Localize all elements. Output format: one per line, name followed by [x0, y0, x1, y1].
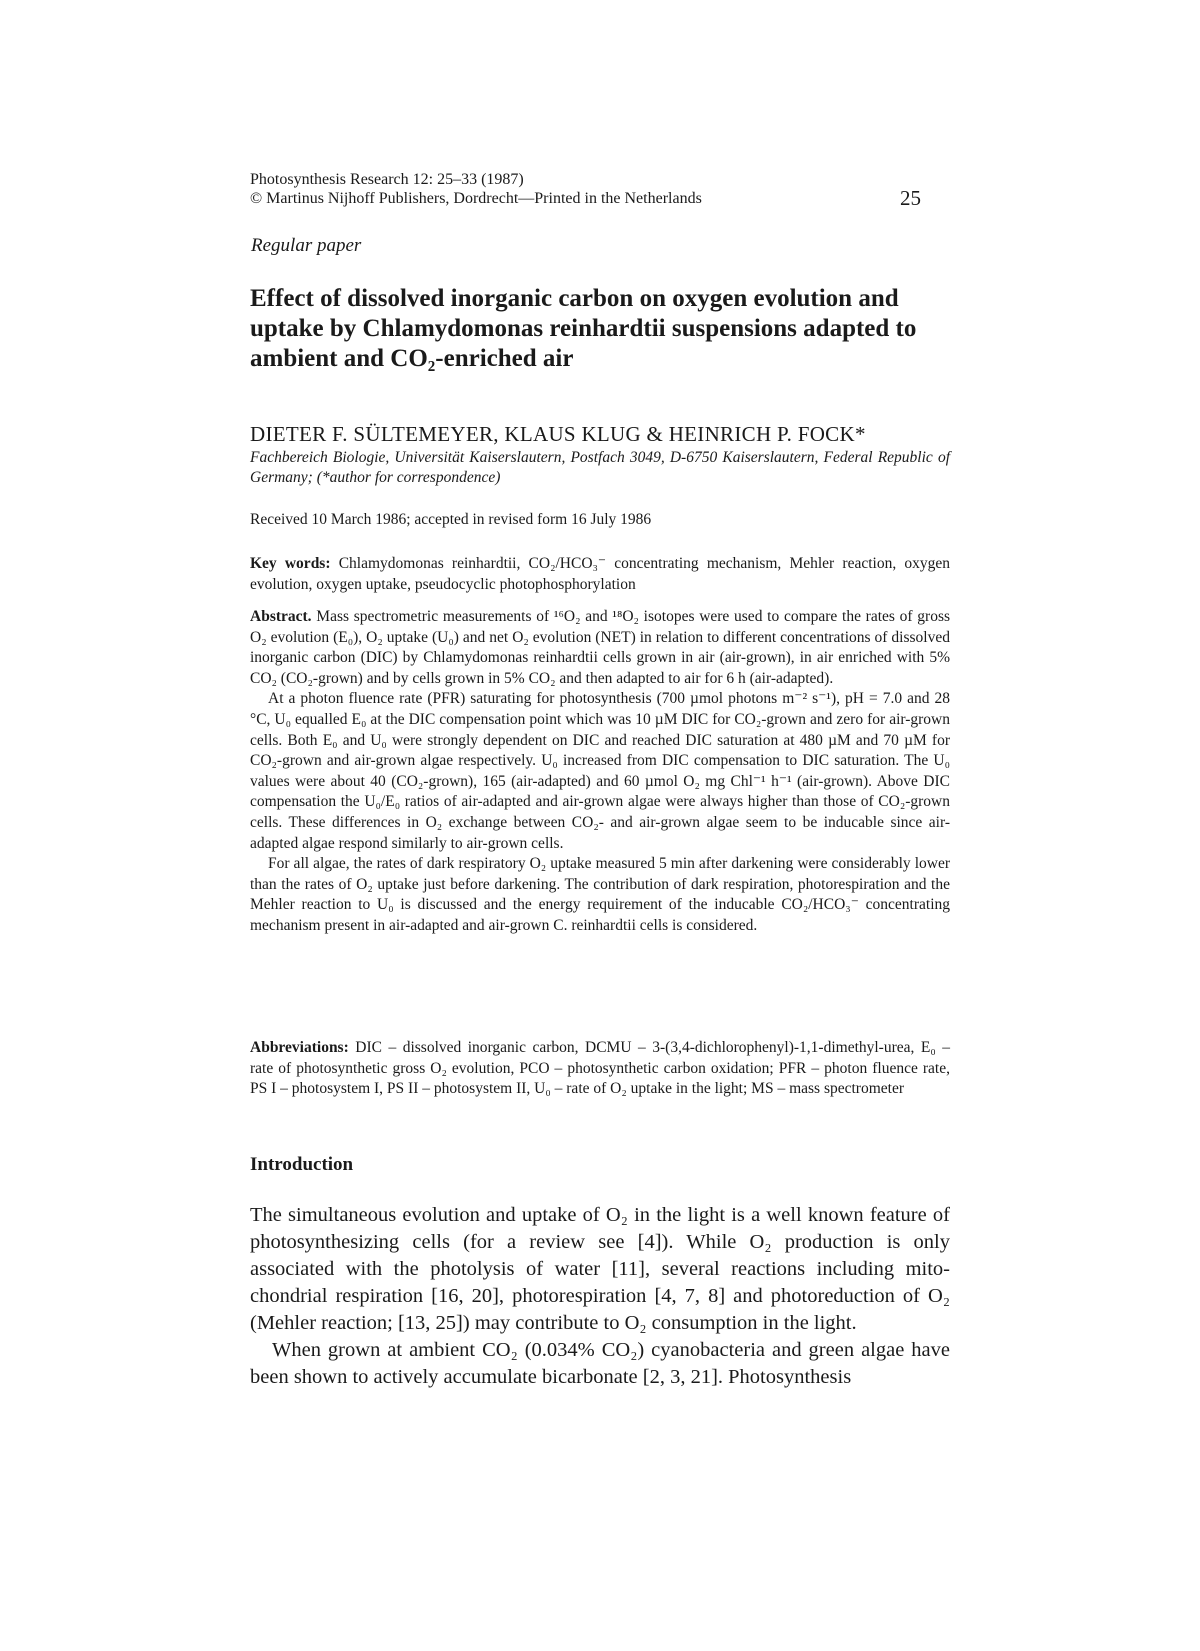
page-number: 25	[900, 186, 921, 210]
body-paragraph: When grown at ambient CO₂ (0.034% CO₂) cyanobacteria and green algae have been shown to actively accumulate bicarbonate [2, 3, 21]. Photosynthesis	[250, 1339, 950, 1388]
keywords-label: Key words:	[250, 555, 331, 572]
article-type: Regular paper	[251, 235, 362, 256]
abstract-paragraph: At a photon fluence rate (PFR) saturating for photosynthesis (700 µmol photons m⁻² s⁻¹), pH = 7.0 and 28 °C, U₀ equalled E₀ at the DIC compensation point which was 10 µM DIC for CO₂-grown and zero for air-grown cells. Both E₀ and U₀ were strongly dependent on DIC and reached DIC saturation at 480 µM and 70 µM for CO₂-grown and air-grown algae respectively. U₀ increased from DIC compensation to DIC saturation. The U₀ values were about 40 (CO₂-grown), 165 (air-adapted) and 60 µmol O₂ mg Chl⁻¹ h⁻¹ (air-grown). Above DIC compensation the U₀/E₀ ratios of air-adapted and air-grown algae were always higher than those of CO₂-grown cells. These differences in O₂ exchange between CO₂- and air-grown algae seem to be inducable since air-adapted algae respond similarly to air-grown cells.	[250, 690, 950, 852]
affiliation: Fachbereich Biologie, Universität Kaiserslautern, Postfach 3049, D-6750 Kaiserslautern, Federal Republic of Germany; (*author for correspondence)	[250, 449, 950, 486]
abstract-paragraph: For all algae, the rates of dark respiratory O₂ uptake measured 5 min after darkening were considerably lower than the rates of O₂ uptake just before darkening. The contribution of dark respiration, photorespiration and the Mehler reaction to U₀ is discussed and the energy requirement of the inducable CO₂/HCO₃⁻ concentrating mechanism present in air-adapted and air-grown C. reinhardtii cells is considered.	[250, 855, 950, 934]
journal-citation: Photosynthesis Research 12: 25–33 (1987)	[250, 171, 524, 188]
publisher-line: © Martinus Nijhoff Publishers, Dordrecht—Printed in the Netherlands	[250, 190, 702, 207]
abstract-paragraph: Mass spectrometric measurements of ¹⁶O₂ and ¹⁸O₂ isotopes were used to compare the rates of gross O₂ evolution (E₀), O₂ uptake (U₀) and net O₂ evolution (NET) in relation to different concentrations of dissolved inorganic carbon (DIC) by Chlamydomonas reinhardtii cells grown in air (air-grown), in air enriched with 5% CO₂ (CO₂-grown) and by cells grown in 5% CO₂ and then adapted to air for 6 h (air-adapted).	[250, 608, 951, 687]
received-dates: Received 10 March 1986; accepted in revised form 16 July 1986	[250, 511, 652, 528]
abstract-label: Abstract.	[250, 608, 312, 625]
abbreviations-text: DIC – dissolved inorganic carbon, DCMU – 3-(3,4-dichlorophenyl)-1,1-dimethyl-urea, E₀ – rate of photosynthetic gross O₂ evolution, PCO – photosynthetic carbon oxidation; PFR – photon fluence rate, PS I – photosystem I, PS II – photosystem II, U₀ – rate of O₂ uptake in the light; MS – mass spectrometer	[250, 1039, 950, 1098]
section-heading: Introduction	[250, 1154, 354, 1175]
abstract	[250, 607, 950, 937]
abbreviations	[250, 1038, 950, 1100]
abbreviations-label: Abbreviations:	[250, 1039, 349, 1056]
running-header	[250, 170, 890, 208]
body-paragraph: The simultaneous evolution and uptake of O₂ in the light is a well known feature of photosynthesizing cells (for a review see [4]). While O₂ production is only associated with the photolysis of water [11], several reactions including mito-chondrial respiration [16, 20], photorespiration [4, 7, 8] and photoreduction of O₂ (Mehler reaction; [13, 25]) may contribute to O₂ consumption in the light.	[250, 1204, 950, 1334]
article-title: Effect of dissolved inorganic carbon on oxygen evolution and uptake by Chlamydomonas reinhardtii suspensions adapted to ambient and CO₂-enriched air	[250, 285, 917, 372]
keywords-text: Chlamydomonas reinhardtii, CO₂/HCO₃⁻ concentrating mechanism, Mehler reaction, oxygen evolution, oxygen uptake, pseudocyclic photophosphorylation	[250, 555, 951, 593]
author-list: DIETER F. SÜLTEMEYER, KLAUS KLUG & HEINRICH P. FOCK*	[250, 422, 866, 446]
keywords	[250, 553, 950, 595]
introduction-body	[250, 1202, 950, 1391]
